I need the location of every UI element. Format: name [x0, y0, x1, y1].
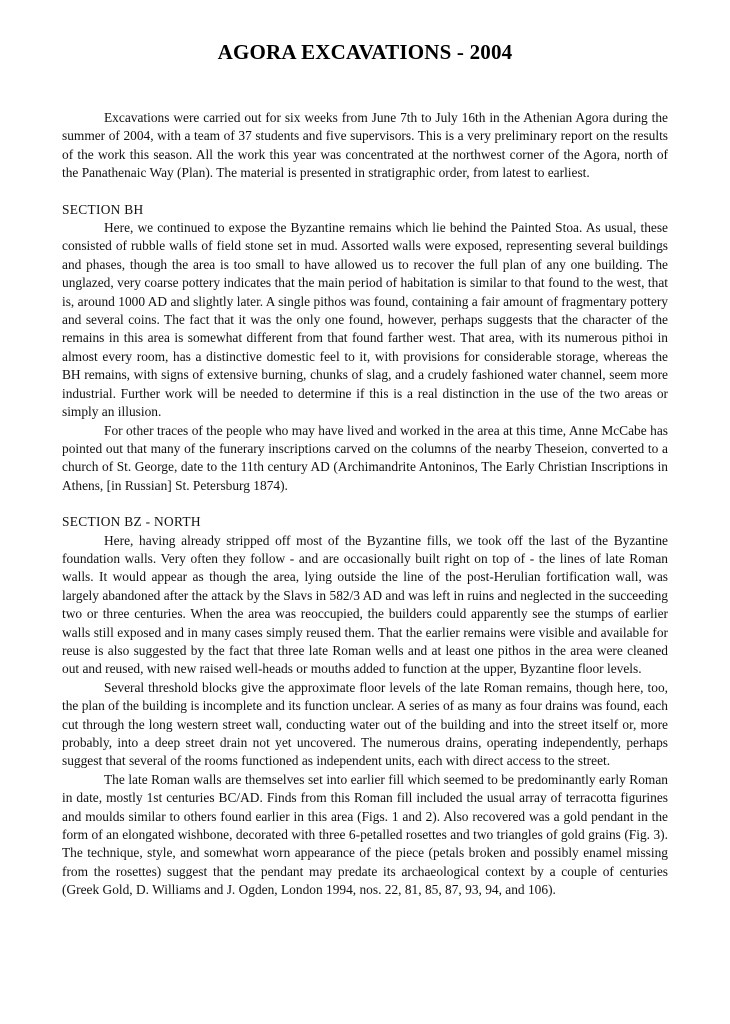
- report-page: [62, 40, 668, 900]
- section-paragraph: For other traces of the people who may have lived and worked in the area at this time, Anne McCabe has pointed out that many of the funerary inscriptions carved on the columns of the nearby Theseion, converted to a church of St. George, date to the 11th century AD (Archimandrite Antoninos, The Early Christian Inscriptions in Athens, [in Russian] St. Petersburg 1874).: [62, 422, 668, 493]
- section-paragraph: The late Roman walls are themselves set into earlier fill which seemed to be predominantly early Roman in date, mostly 1st centuries BC/AD. Finds from this Roman fill included the usual array of terracotta figurines and moulds similar to others found earlier in this area (Figs. 1 and 2). Also recovered was a gold pendant in the form of an elongated wishbone, decorated with three 6-petalled rosettes and two triangles of gold grains (Fig. 3). The technique, style, and somewhat worn appearance of the piece (petals broken and possibly enamel missing from the rosettes) suggest that the pendant may predate its archaeological context by a couple of centuries (Greek Gold, D. Williams and J. Ogden, London 1994, nos. 22, 81, 85, 87, 93, 94, and 106).: [62, 771, 668, 898]
- intro-paragraph: Excavations were carried out for six weeks from June 7th to July 16th in the Athenian Agora during the summer of 2004, with a team of 37 students and five supervisors. This is a very preliminary report on the results of the work this season. All the work this year was concentrated at the northwest corner of the Agora, north of the Panathenaic Way (Plan). The material is presented in stratigraphic order, from latest to earliest.: [62, 110, 668, 181]
- section-paragraph: Several threshold blocks give the approximate floor levels of the late Roman remains, though here, too, the plan of the building is incomplete and its function unclear. A series of as many as four drains was found, each cut through the long western street wall, conducting water out of the building and into the street itself or, more probably, into a deep street drain not yet uncovered. The numerous drains, operating independently, perhaps suggest that several of the rooms functioned as independent units, each with direct access to the street.: [62, 679, 668, 769]
- section-paragraph: Here, having already stripped off most of the Byzantine fills, we took off the last of the Byzantine foundation walls. Very often they follow - and are occasionally built right on top of - the lines of late Roman walls. It would appear as though the area, lying outside the line of the post-Herulian fortification wall, was largely abandoned after the attack by the Slavs in 582/3 AD and was left in ruins and neglected in the succeeding two or three centuries. When the area was reoccupied, the builders could apparently see the stumps of earlier walls still exposed and in many cases simply reused them. That the earlier remains were visible and available for reuse is also suggested by the fact that three late Roman wells and at least one pithos in the area were cleaned out and reused, with new raised well-heads or mouths added to function at the upper, Byzantine floor levels.: [62, 532, 668, 677]
- section-heading: SECTION BH: [62, 201, 144, 217]
- section-bh: [62, 201, 668, 496]
- section-heading: SECTION BZ - NORTH: [62, 514, 201, 530]
- page-title: AGORA EXCAVATIONS - 2004: [217, 40, 513, 64]
- section-bz-north: [62, 513, 668, 900]
- section-paragraph: Here, we continued to expose the Byzantine remains which lie behind the Painted Stoa. As usual, these consisted of rubble walls of field stone set in mud. Assorted walls were exposed, representing several buildings and phases, though the area is too small to have allowed us to recover the full plan of any one building. The unglazed, very coarse pottery indicates that the main period of habitation is similar to that found to the west, that is, around 1000 AD and slightly later. A single pithos was found, containing a fair amount of fragmentary pottery and several coins. The fact that it was the only one found, however, perhaps suggests that the character of the remains in this area is somewhat different from that found farther west. That area, with its numerous pithoi in almost every room, has a distinctive domestic feel to it, with provisions for considerable storage, whereas the BH remains, with signs of extensive burning, chunks of slag, and a crudely fashioned water channel, seem more industrial. Further work will be needed to determine if this is a real distinction in the use of the two areas or simply an illusion.: [62, 220, 668, 420]
